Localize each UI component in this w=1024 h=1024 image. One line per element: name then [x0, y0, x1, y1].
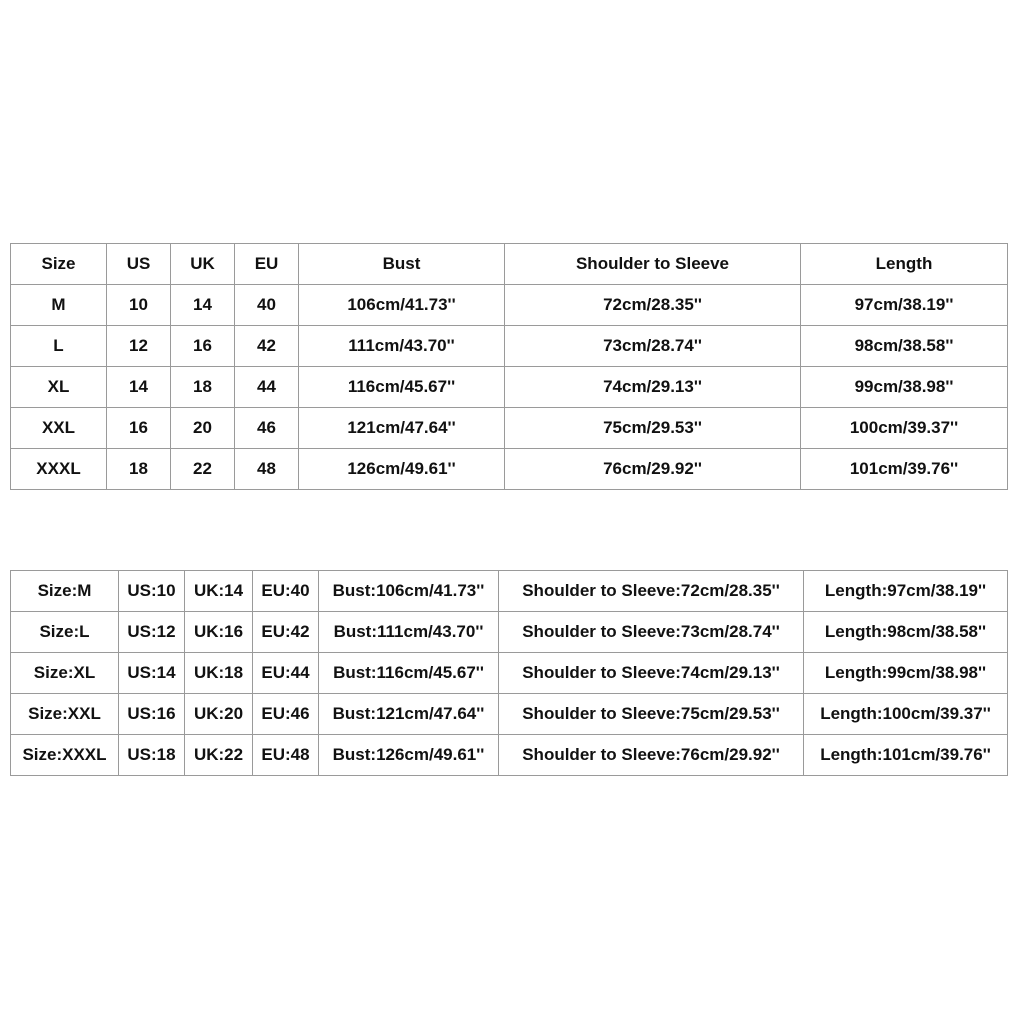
table-cell: 10 — [107, 285, 171, 326]
table-cell: UK:20 — [185, 694, 253, 735]
table-cell: 14 — [107, 367, 171, 408]
size-chart-labeled-table — [10, 570, 1008, 776]
table-cell: EU:44 — [253, 653, 319, 694]
table-cell: UK:14 — [185, 571, 253, 612]
header-cell-shoulder-to-sleeve: Shoulder to Sleeve — [505, 244, 801, 285]
table-cell: 99cm/38.98'' — [801, 367, 1008, 408]
table-cell: 126cm/49.61'' — [299, 449, 505, 490]
table-cell: 106cm/41.73'' — [299, 285, 505, 326]
header-cell-uk: UK — [171, 244, 235, 285]
table-cell: 121cm/47.64'' — [299, 408, 505, 449]
table-cell: 44 — [235, 367, 299, 408]
table-cell: Size:XXXL — [11, 735, 119, 776]
table-cell: 97cm/38.19'' — [801, 285, 1008, 326]
table-cell: Size:XL — [11, 653, 119, 694]
header-cell-size: Size — [11, 244, 107, 285]
table-cell: EU:48 — [253, 735, 319, 776]
table-cell: 100cm/39.37'' — [801, 408, 1008, 449]
table-cell: XL — [11, 367, 107, 408]
table-row — [11, 612, 1008, 653]
table-cell: 18 — [171, 367, 235, 408]
table-cell: US:16 — [119, 694, 185, 735]
table-cell: M — [11, 285, 107, 326]
table-cell: 74cm/29.13'' — [505, 367, 801, 408]
table-cell: 16 — [107, 408, 171, 449]
table-cell: Bust:111cm/43.70'' — [319, 612, 499, 653]
header-cell-bust: Bust — [299, 244, 505, 285]
table-cell: 76cm/29.92'' — [505, 449, 801, 490]
table-cell: Size:XXL — [11, 694, 119, 735]
table-cell: Bust:116cm/45.67'' — [319, 653, 499, 694]
table-cell: Shoulder to Sleeve:75cm/29.53'' — [499, 694, 804, 735]
table-cell: XXXL — [11, 449, 107, 490]
table-cell: 42 — [235, 326, 299, 367]
table-cell: 18 — [107, 449, 171, 490]
table-cell: 98cm/38.58'' — [801, 326, 1008, 367]
table-cell: Bust:126cm/49.61'' — [319, 735, 499, 776]
table-cell: EU:42 — [253, 612, 319, 653]
table-cell: 75cm/29.53'' — [505, 408, 801, 449]
table-row — [11, 694, 1008, 735]
table-cell: Shoulder to Sleeve:74cm/29.13'' — [499, 653, 804, 694]
table-cell: UK:16 — [185, 612, 253, 653]
table-cell: XXL — [11, 408, 107, 449]
table-cell: 46 — [235, 408, 299, 449]
table-cell: Shoulder to Sleeve:76cm/29.92'' — [499, 735, 804, 776]
table-cell: L — [11, 326, 107, 367]
table-cell: 72cm/28.35'' — [505, 285, 801, 326]
table-cell: Size:L — [11, 612, 119, 653]
table-cell: 16 — [171, 326, 235, 367]
table-row — [11, 326, 1008, 367]
table-cell: 111cm/43.70'' — [299, 326, 505, 367]
table-cell: Length:100cm/39.37'' — [804, 694, 1008, 735]
table-cell: Shoulder to Sleeve:73cm/28.74'' — [499, 612, 804, 653]
table-cell: 48 — [235, 449, 299, 490]
table-cell: 12 — [107, 326, 171, 367]
header-cell-eu: EU — [235, 244, 299, 285]
table-cell: UK:22 — [185, 735, 253, 776]
table-cell: 40 — [235, 285, 299, 326]
table-cell: Length:97cm/38.19'' — [804, 571, 1008, 612]
table-cell: UK:18 — [185, 653, 253, 694]
table-cell: Bust:121cm/47.64'' — [319, 694, 499, 735]
table-cell: 20 — [171, 408, 235, 449]
table-row — [11, 571, 1008, 612]
table-cell: 14 — [171, 285, 235, 326]
table-cell: Length:99cm/38.98'' — [804, 653, 1008, 694]
table-row — [11, 735, 1008, 776]
table-header-row — [11, 244, 1008, 285]
table-cell: US:10 — [119, 571, 185, 612]
table-row — [11, 449, 1008, 490]
table-row — [11, 285, 1008, 326]
table-cell: EU:40 — [253, 571, 319, 612]
table-cell: Shoulder to Sleeve:72cm/28.35'' — [499, 571, 804, 612]
table-cell: 116cm/45.67'' — [299, 367, 505, 408]
table-cell: US:18 — [119, 735, 185, 776]
table-cell: 101cm/39.76'' — [801, 449, 1008, 490]
size-chart-table — [10, 243, 1008, 490]
table-cell: Length:101cm/39.76'' — [804, 735, 1008, 776]
header-cell-us: US — [107, 244, 171, 285]
table-cell: Bust:106cm/41.73'' — [319, 571, 499, 612]
table-cell: US:14 — [119, 653, 185, 694]
table-cell: 22 — [171, 449, 235, 490]
table-cell: EU:46 — [253, 694, 319, 735]
table-cell: Length:98cm/38.58'' — [804, 612, 1008, 653]
table-cell: 73cm/28.74'' — [505, 326, 801, 367]
table-cell: Size:M — [11, 571, 119, 612]
table-row — [11, 367, 1008, 408]
table-row — [11, 653, 1008, 694]
header-cell-length: Length — [801, 244, 1008, 285]
table-row — [11, 408, 1008, 449]
table-cell: US:12 — [119, 612, 185, 653]
